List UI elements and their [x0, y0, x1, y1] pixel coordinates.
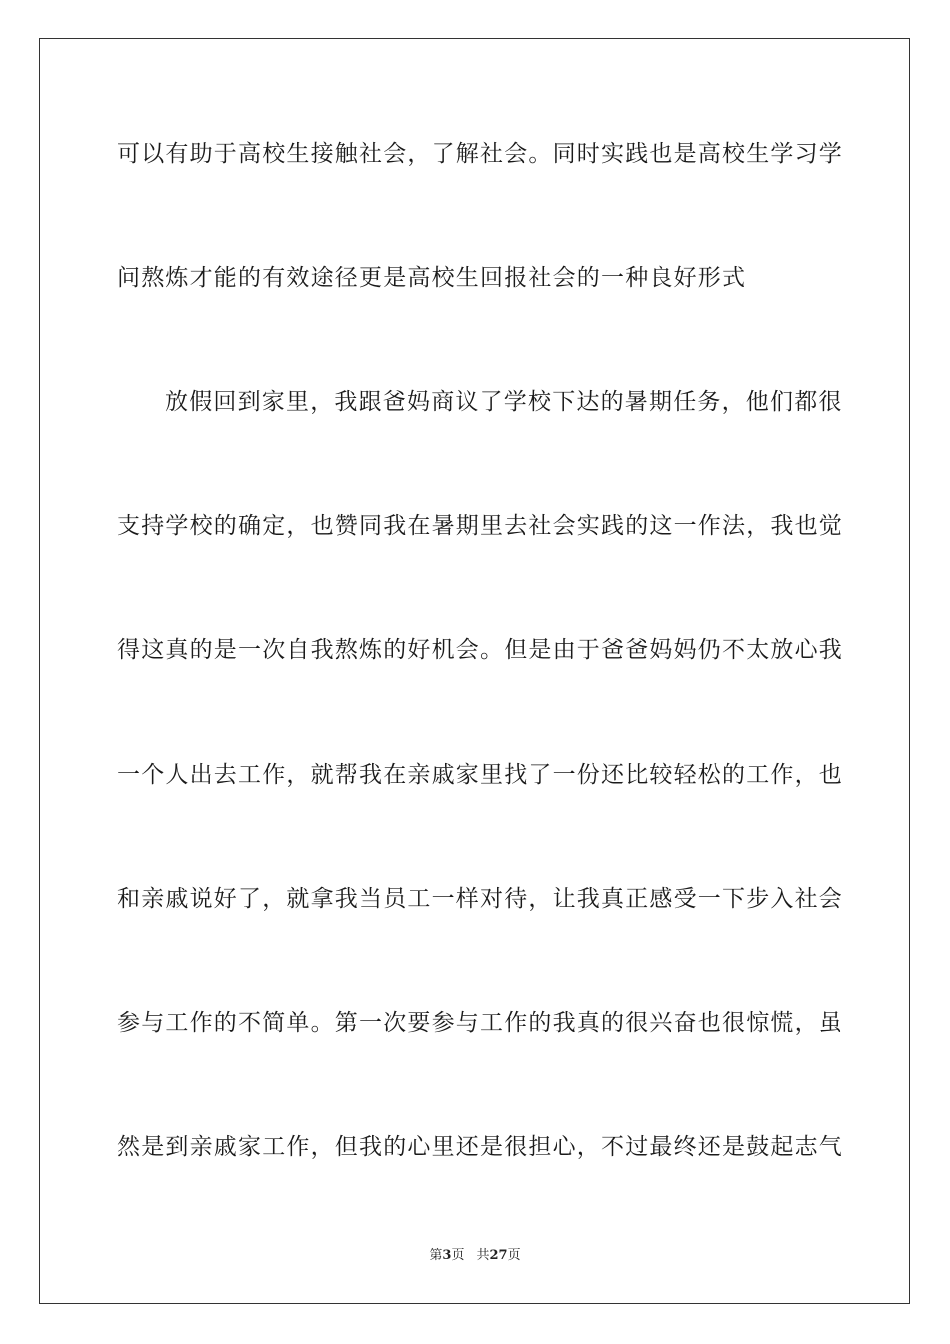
total-suffix: 页 [507, 1248, 521, 1263]
paragraph-line: 一个人出去工作，就帮我在亲戚家里找了一份还比较轻松的工作，也 [117, 762, 843, 788]
paragraph-line: 支持学校的确定，也赞同我在暑期里去社会实践的这一作法，我也觉 [117, 513, 843, 539]
total-prefix: 共 [476, 1248, 490, 1263]
page-prefix: 第 [429, 1248, 443, 1263]
page-border [39, 38, 910, 1304]
paragraph-line: 得这真的是一次自我熬炼的好机会。但是由于爸爸妈妈仍不太放心我 [117, 637, 843, 663]
page-suffix: 页 [451, 1248, 465, 1263]
paragraph-line: 然是到亲戚家工作，但我的心里还是很担心，不过最终还是鼓起志气 [117, 1134, 843, 1160]
paragraph-line: 参与工作的不简单。第一次要参与工作的我真的很兴奋也很惊慌，虽 [117, 1010, 843, 1036]
current-page-number: 3 [442, 1248, 452, 1263]
paragraph-line: 放假回到家里，我跟爸妈商议了学校下达的暑期任务，他们都很 [165, 389, 843, 415]
paragraph-line: 问熬炼才能的有效途径更是高校生回报社会的一种良好形式 [117, 265, 747, 291]
page-footer [0, 1247, 950, 1265]
paragraph-line: 和亲戚说好了，就拿我当员工一样对待，让我真正感受一下步入社会 [117, 886, 843, 912]
total-page-number: 27 [489, 1248, 508, 1263]
paragraph-line: 可以有助于高校生接触社会，了解社会。同时实践也是高校生学习学 [117, 141, 843, 167]
